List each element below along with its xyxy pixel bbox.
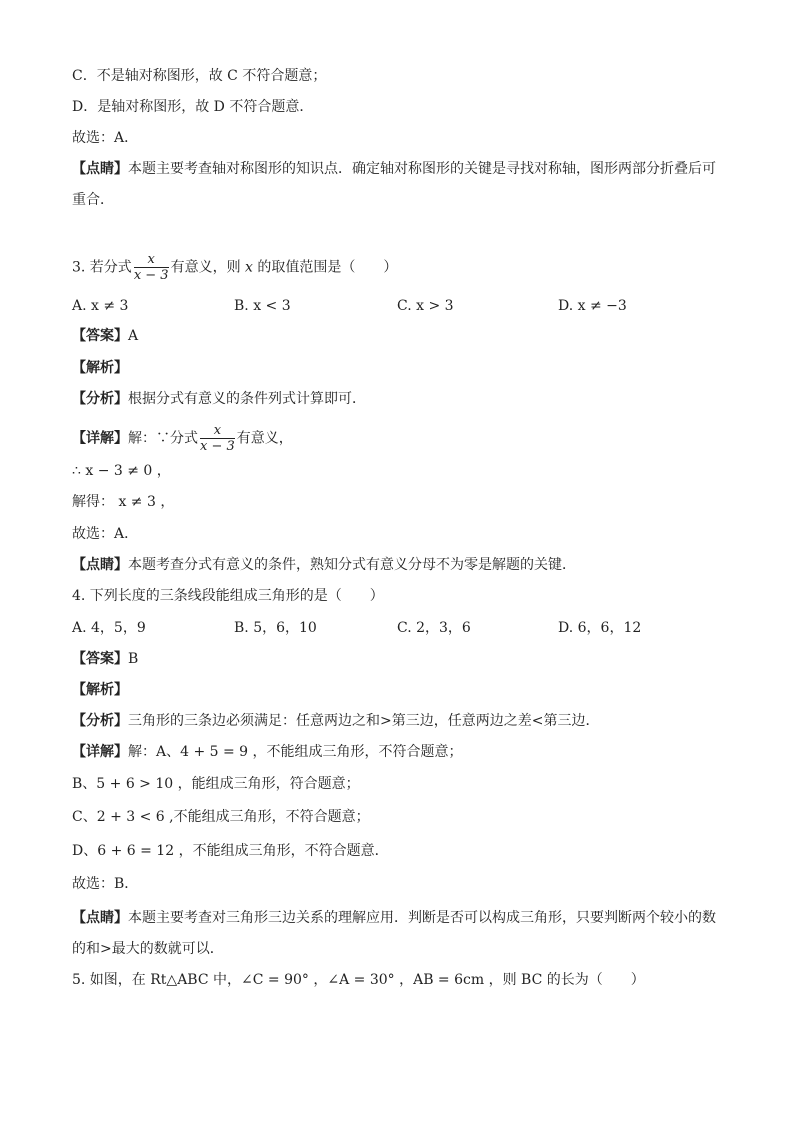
answer-value: A [128,328,139,344]
dianjing-tag: 【点睛】 [72,557,128,573]
text-line: 的和>最大的数就可以． [72,941,224,957]
fraction-denominator: x − 3 [200,439,235,454]
q3-option-a: A. x ≠ 3 [72,298,129,314]
fenxi-tag: 【分析】 [72,391,128,407]
dianjing-tag: 【点睛】 [72,161,128,177]
q4-c: C、2 + 3 < 6 ,不能组成三角形，不符合题意； [72,809,370,825]
q3-step2: 解得： x ≠ 3 ， [72,494,175,510]
dianjing-text: 本题考查分式有意义的条件，熟知分式有意义分母不为零是解题的关键． [128,557,576,573]
q3-stem-end: 的取值范围是（ ） [257,259,398,276]
q4-option-a: A. 4，5，9 [72,620,146,636]
q4-choose: 故选：B． [72,876,139,892]
q4-answer [72,649,138,669]
q3-stem [72,252,397,283]
text-line: 重合． [72,192,114,208]
q4-option-b: B. 5，6，10 [234,620,317,636]
fenxi-text: 三角形的三条边必须满足：任意两边之和>第三边，任意两边之差<第三边． [128,713,600,729]
xiangjie-tag: 【详解】 [72,430,128,447]
dianjing-text: 本题主要考查对三角形三边关系的理解应用．判断是否可以构成三角形，只要判断两个较小的数 [128,910,716,926]
dianjing-tag: 【点睛】 [72,910,128,926]
q4-option-d: D. 6，6，12 [558,620,642,636]
q3-stem-post: 有意义，则 [170,259,241,276]
q3-dianjing [72,555,576,575]
q3-step1: ∴ x − 3 ≠ 0 ， [72,463,171,479]
q4-analysis-tag: 【解析】 [72,682,128,698]
q4-d: D、6 + 6 = 12 ，不能组成三角形，不符合题意． [72,843,389,859]
q3-fenxi [72,389,366,409]
fenxi-text: 根据分式有意义的条件列式计算即可． [128,391,366,407]
q3-option-c: C. x > 3 [397,298,454,314]
q3-xiangjie [72,423,293,454]
q3-stem-pre: 3. 若分式 [72,259,132,276]
fenxi-tag: 【分析】 [72,713,128,729]
q3-option-b: B. x < 3 [234,298,291,314]
answer-tag: 【答案】 [72,651,128,667]
q3-analysis-tag: 【解析】 [72,360,128,376]
text-line: D．是轴对称图形，故 D 不符合题意． [72,99,314,115]
q4-option-c: C. 2，3，6 [397,620,471,636]
answer-value: B [128,651,139,667]
fraction-numerator: x [200,423,235,439]
xiangjie-pre: 解：∵分式 [128,430,198,447]
q5-stem: 5. 如图，在 Rt△ABC 中，∠C = 90° ，∠A = 30° ，AB = 6cm ，则 BC 的长为（ ） [72,972,645,988]
dianjing-line [72,159,716,179]
xiangjie-tag: 【详解】 [72,744,128,760]
answer-tag: 【答案】 [72,328,128,344]
q4-fenxi [72,711,599,731]
q4-xiangjie [72,742,463,762]
q3-answer [72,326,138,346]
text-line: C．不是轴对称图形，故 C 不符合题意； [72,68,327,84]
xiangjie-post: 有意义， [236,430,293,447]
fraction-numerator: x [134,252,169,268]
q4-stem: 4. 下列长度的三条线段能组成三角形的是（ ） [72,588,384,604]
q3-choose: 故选：A． [72,526,139,542]
q3-var: x [245,259,253,276]
q3-fraction [134,252,169,283]
q3-fraction-2 [200,423,235,454]
text-line: 故选：A． [72,130,139,146]
xiangjie-text: 解：A、4 + 5 = 9 ，不能组成三角形，不符合题意； [128,744,463,760]
q3-option-d: D. x ≠ −3 [558,298,627,314]
q4-b: B、5 + 6 > 10 ，能组成三角形，符合题意； [72,776,360,792]
q4-dianjing [72,908,716,928]
dianjing-text: 本题主要考查轴对称图形的知识点．确定轴对称图形的关键是寻找对称轴，图形两部分折叠后可 [128,161,716,177]
fraction-denominator: x − 3 [133,268,169,283]
